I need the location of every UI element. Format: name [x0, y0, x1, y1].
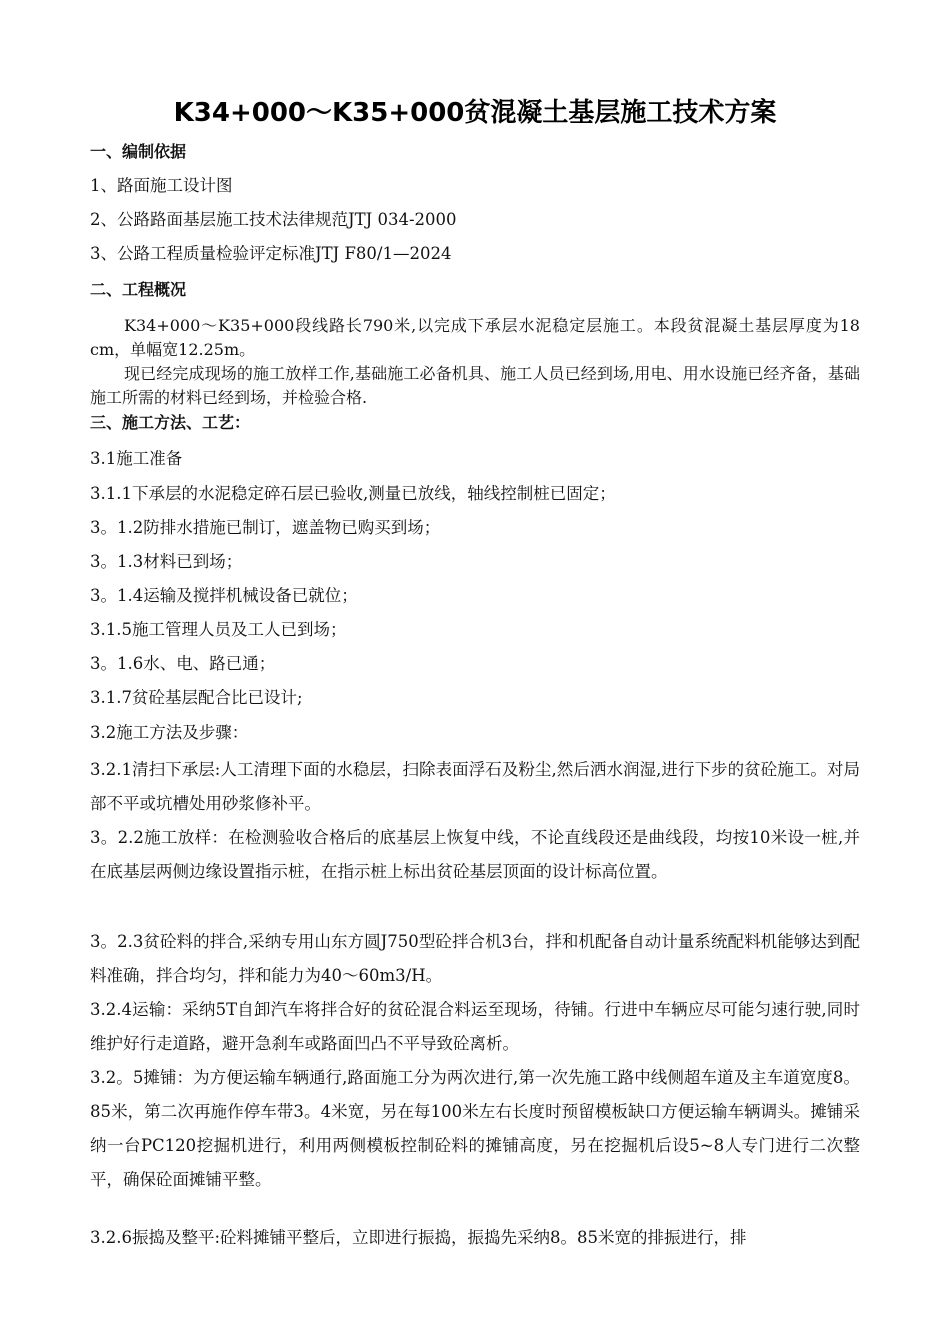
section3-line-5: 3。1.4运输及搅拌机械设备已就位； — [90, 586, 358, 605]
step-3-2-3: 3。2.3贫砼料的拌合,采纳专用山东方圆J750型砼拌合机3台，拌和机配备自动计量系统配料机能够达到配料准确，拌合均匀，拌和能力为40～60m3/H。 — [90, 932, 860, 985]
section3-line-9: 3.2施工方法及步骤： — [90, 723, 249, 742]
step-3-2-6: 3.2.6振捣及整平:砼料摊铺平整后，立即进行振捣，振捣先采纳8。85米宽的排振进行，排 — [90, 1228, 747, 1247]
step-3-2-5: 3.2。5摊铺：为方便运输车辆通行,路面施工分为两次进行,第一次先施工路中线侧超车道及主车道宽度8。85米，第二次再施作停车带3。4米宽，另在每100米左右长度时预留模板缺口方便运输车辆调头。摊铺采纳一台PC120挖掘机进行，利用两侧模板控制砼料的摊铺高度，另在挖掘机后设5~8人专门进行二次整平，确保砼面摊铺平整。 — [90, 1068, 860, 1189]
step-3-2-4: 3.2.4运输：采纳5T自卸汽车将拌合好的贫砼混合料运至现场，待铺。行进中车辆应尽可能匀速行驶,同时维护好行走道路，避开急刹车或路面凹凸不平导致砼离析。 — [90, 1000, 860, 1053]
step-3-2-2: 3。2.2施工放样：在检测验收合格后的底基层上恢复中线，不论直线段还是曲线段，均按10米设一桩,并在底基层两侧边缘设置指示桩，在指示桩上标出贫砼基层顶面的设计标高位置。 — [90, 828, 860, 881]
reference-item-2: 2、公路路面基层施工技术法律规范JTJ 034-2000 — [90, 210, 457, 229]
reference-item-1: 1、路面施工设计图 — [90, 176, 233, 195]
section3-heading: 三、施工方法、工艺： — [90, 413, 251, 432]
section1-heading: 一、编制依据 — [90, 142, 187, 161]
section2-heading: 二、工程概况 — [90, 280, 187, 299]
reference-item-3: 3、公路工程质量检验评定标准JTJ F80/1—2024 — [90, 244, 452, 263]
section3-line-3: 3。1.2防排水措施已制订，遮盖物已购买到场； — [90, 518, 441, 537]
overview-paragraph-2: 现已经完成现场的施工放样工作,基础施工必备机具、施工人员已经到场,用电、用水设施已经齐备，基础施工所需的材料已经到场，并检验合格. — [90, 364, 860, 407]
step-3-2-1: 3.2.1清扫下承层:人工清理下面的水稳层，扫除表面浮石及粉尘,然后洒水润湿,进行下步的贫砼施工。对局部不平或坑槽处用砂浆修补平。 — [90, 760, 860, 813]
section3-line-1: 3.1施工准备 — [90, 449, 183, 468]
document-title: K34+000～K35+000贫混凝土基层施工技术方案 — [173, 98, 777, 128]
section3-line-4: 3。1.3材料已到场； — [90, 552, 243, 571]
section3-line-7: 3。1.6水、电、路已通； — [90, 654, 276, 673]
section3-line-2: 3.1.1下承层的水泥稳定碎石层已验收,测量已放线，轴线控制桩已固定； — [90, 484, 616, 503]
section3-line-8: 3.1.7贫砼基层配合比已设计; — [90, 688, 303, 707]
section3-line-6: 3.1.5施工管理人员及工人已到场； — [90, 620, 347, 639]
overview-paragraph-1: K34+000～K35+000段线路长790米,以完成下承层水泥稳定层施工。本段贫混凝土基层厚度为18 cm，单幅宽12.25m。 — [90, 316, 860, 359]
